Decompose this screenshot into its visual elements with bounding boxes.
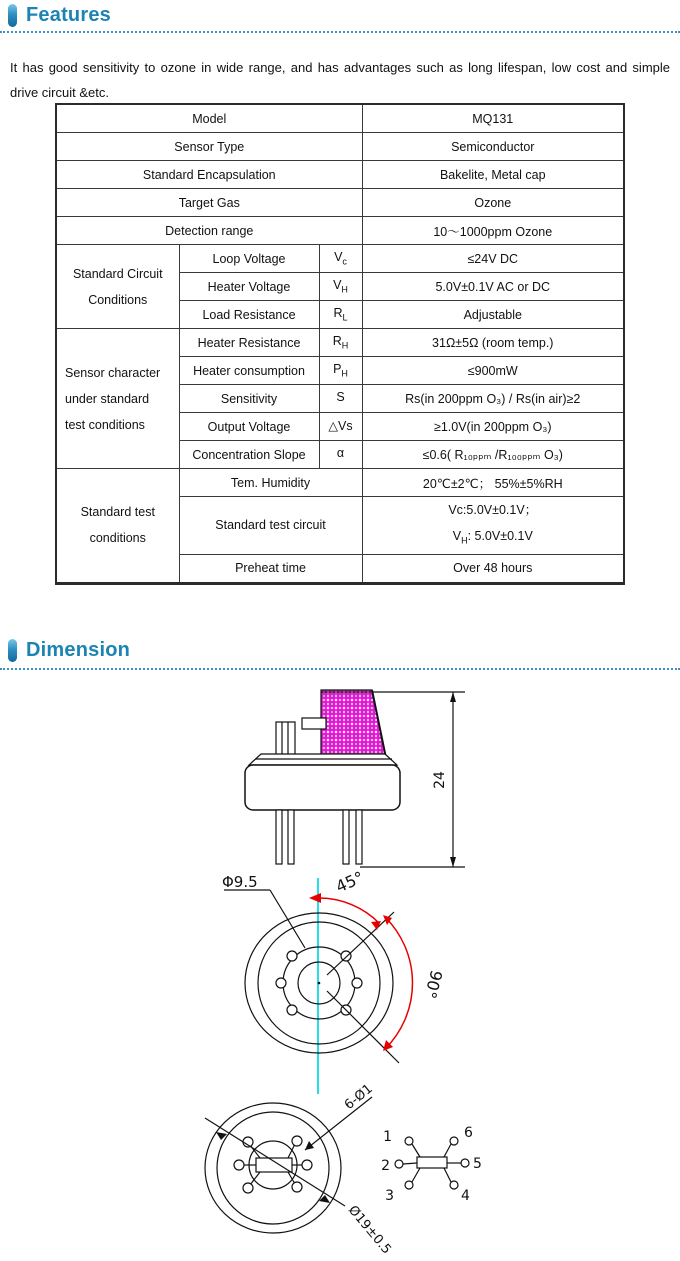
cell-param: Output Voltage [179,413,319,441]
intro-paragraph: It has good sensitivity to ozone in wide range, and has advantages such as long lifespan, low cost and simple drive circuit &etc. [10,60,670,100]
pin-label-2: 2 [381,1158,390,1174]
cell-value: Ozone [362,189,624,217]
dotted-divider [0,668,680,670]
category-standard-test: Standard test conditions [56,469,179,584]
cell-value: 5.0V±0.1V AC or DC [362,273,624,301]
category-sensor-character: Sensor character under standard test conditions [56,329,179,469]
cell-value: ≤900mW [362,357,624,385]
cell-value: Over 48 hours [362,554,624,583]
dimension-section-title: Dimension [26,639,131,661]
spec-row [56,245,624,273]
features-section-header [8,4,111,27]
spec-row [56,469,624,497]
cell-value: Bakelite, Metal cap [362,161,624,189]
outer-dia-label: Ø19±0.5 [344,1202,394,1258]
cell-label: Detection range [56,217,362,245]
pinout-diagram [395,1137,469,1189]
pin-hole-label: 6-Ø1 [341,1081,376,1114]
angle-45-label: 45° [332,867,367,897]
cell-label: Model [56,104,362,133]
cell-value: MQ131 [362,104,624,133]
cell-value: Semiconductor [362,133,624,161]
spec-row [56,133,624,161]
dimension-drawing [0,676,680,1261]
arc-arrowheads [309,893,393,1051]
spec-row [56,104,624,133]
section-bar-icon [8,639,17,662]
pin-label-6: 6 [464,1125,473,1141]
cell-value: 31Ω±5Ω (room temp.) [362,329,624,357]
mesh-cap [321,690,386,758]
category-standard-circuit: Standard Circuit Conditions [56,245,179,329]
pin-label-4: 4 [461,1188,470,1204]
top-tube [302,718,326,729]
section-bar-icon [8,4,17,27]
spec-row [56,161,624,189]
features-section-title: Features [26,4,111,26]
cell-symbol: α [319,441,362,469]
cell-symbol: $V_H$ [319,273,362,301]
cell-label: Target Gas [56,189,362,217]
cell-value: 10～1000ppm Ozone [362,217,624,245]
cell-value: ≤0.6( R₁₀ₚₚₘ /R₁₀₀ₚₚₘ O₃) [362,441,624,469]
cell-value: 20℃±2℃； 55%±5%RH [362,469,624,497]
top-dia-label: Φ9.5 [222,873,258,891]
height-dim-label: 24 [432,771,448,789]
pin-label-3: 3 [385,1188,394,1204]
cell-value: Vc:5.0V±0.1V； $V_H$: 5.0V±0.1V [362,497,624,555]
pin-label-5: 5 [473,1156,482,1172]
cell-value: Rs(in 200ppm O₃) / Rs(in air)≥2 [362,385,624,413]
cell-label: Sensor Type [56,133,362,161]
sensor-top-view [224,878,412,1094]
cell-param: Heater Resistance [179,329,319,357]
cell-value: Adjustable [362,301,624,329]
cell-symbol: $P_H$ [319,357,362,385]
spec-row [56,329,624,357]
angle-arcs [319,898,412,1049]
sensor-body [245,765,400,810]
cell-param: Tem. Humidity [179,469,362,497]
cell-symbol: △Vs [319,413,362,441]
cell-symbol: S [319,385,362,413]
cell-param: Loop Voltage [179,245,319,273]
cell-symbol: $R_L$ [319,301,362,329]
pin-label-1: 1 [383,1129,392,1145]
spec-row [56,217,624,245]
dotted-divider [0,31,680,33]
top-connector [276,722,295,755]
dimension-section-header [8,639,130,662]
cell-param: Heater Voltage [179,273,319,301]
cell-value: ≥1.0V(in 200ppm O₃) [362,413,624,441]
cell-param: Load Resistance [179,301,319,329]
side-pins [276,810,362,864]
cell-label: Standard Encapsulation [56,161,362,189]
cell-param: Preheat time [179,554,362,583]
cell-symbol: $V_c$ [319,245,362,273]
spec-row [56,189,624,217]
cell-param: Sensitivity [179,385,319,413]
cell-param: Standard test circuit [179,497,362,555]
spec-table [55,103,625,585]
cell-value: ≤24V DC [362,245,624,273]
cell-param: Concentration Slope [179,441,319,469]
cell-symbol: $R_H$ [319,329,362,357]
angle-90-label: 90° [420,968,447,1001]
cell-param: Heater consumption [179,357,319,385]
